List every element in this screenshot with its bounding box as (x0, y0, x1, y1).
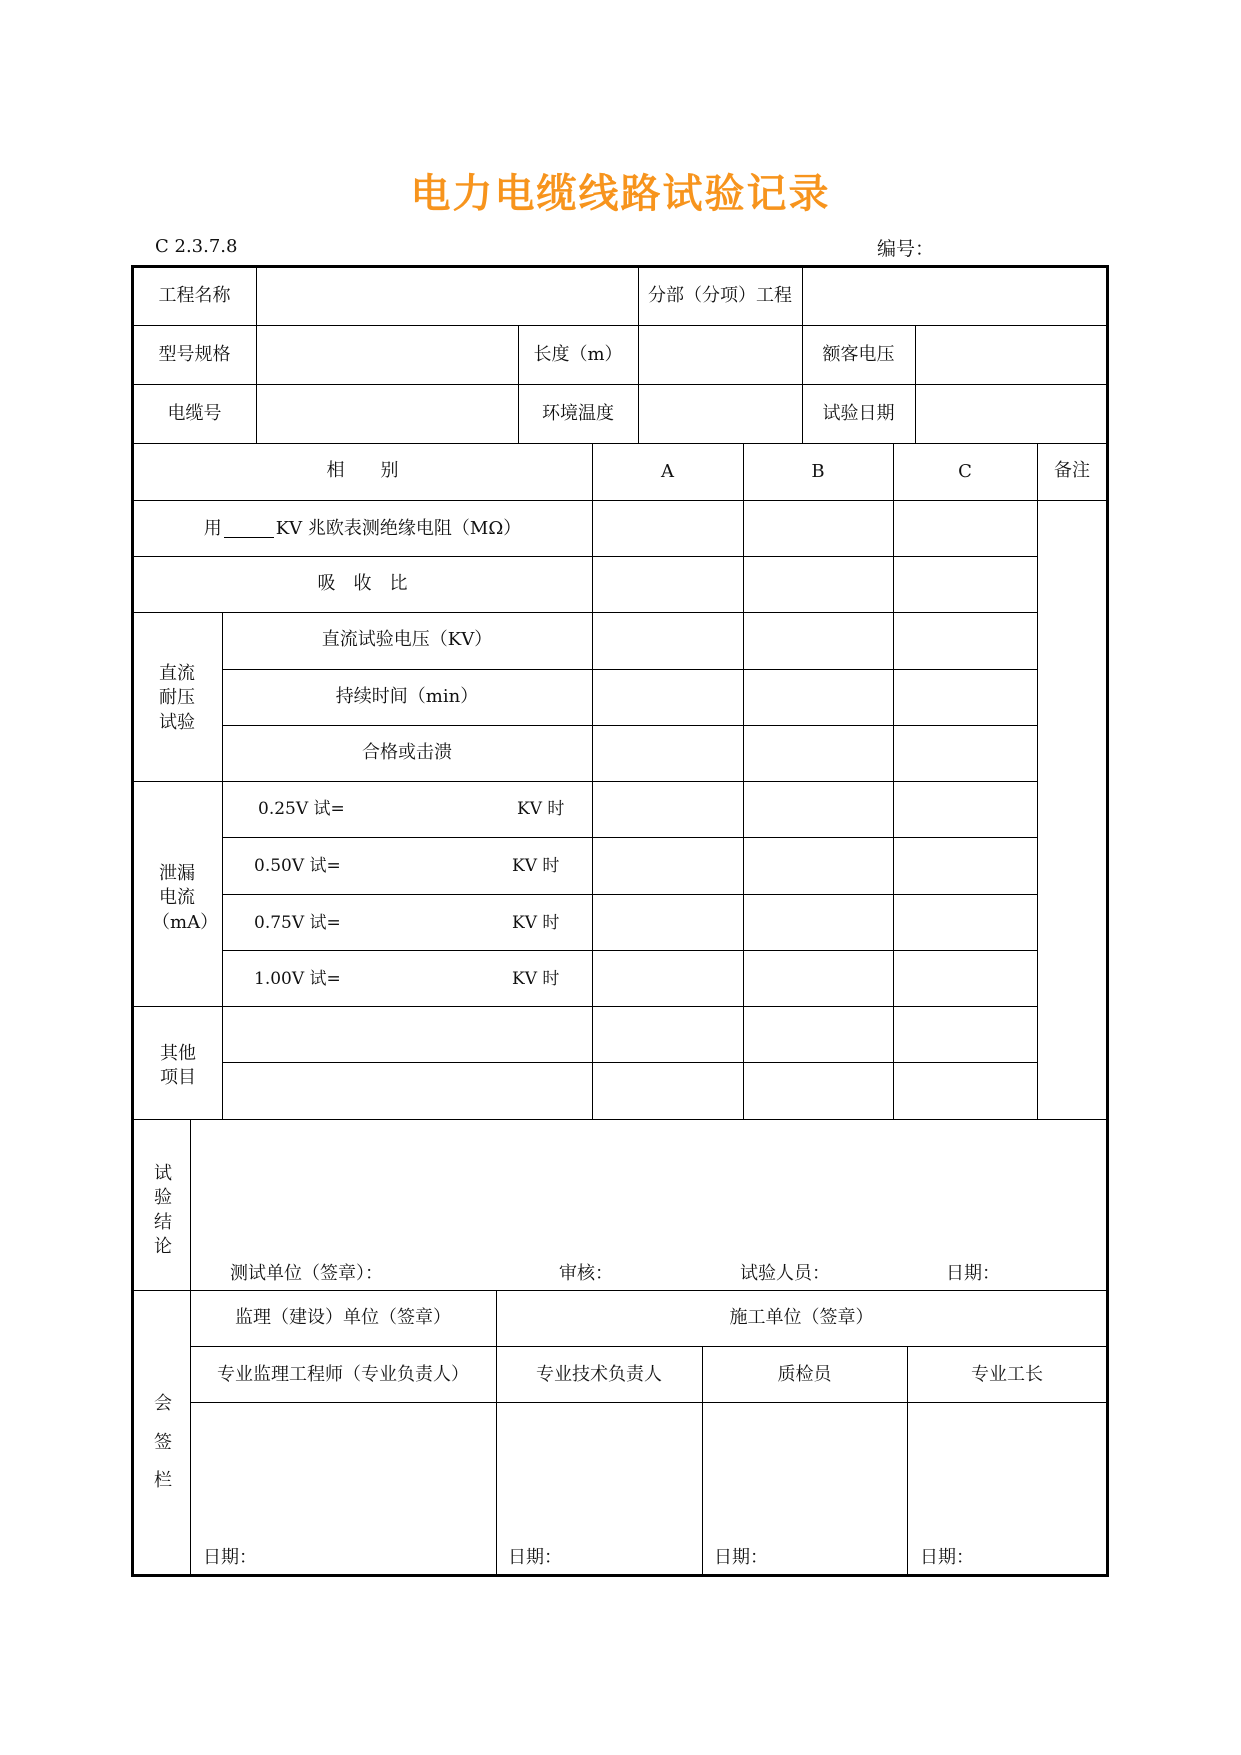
test-unit-label: 测试单位（签章）： (230, 1263, 383, 1284)
leak-row-right: KV 时 (512, 913, 560, 933)
inspector-label: 质检员 (777, 1364, 832, 1385)
row-line (133, 1290, 1107, 1291)
row-line (222, 725, 1038, 726)
signoff-date-label: 日期： (203, 1547, 257, 1568)
phase-c-header: C (958, 461, 972, 482)
insulation-suffix: KV 兆欧表测绝缘电阻（MΩ） (275, 518, 522, 539)
leak-row-left: 0.25V 试= (258, 799, 345, 819)
col-line (190, 1119, 191, 1575)
phase-a-header: A (661, 461, 674, 482)
row-line (133, 325, 1107, 326)
construction-unit-label: 施工单位（签章） (729, 1307, 874, 1328)
col-line (743, 443, 744, 1119)
absorption-ratio-label: 吸 收 比 (317, 573, 408, 594)
row-line (133, 1119, 1107, 1120)
project-name-label: 工程名称 (158, 285, 231, 306)
remarks-header: 备注 (1054, 460, 1090, 481)
tester-label: 试验人员： (740, 1263, 830, 1284)
serial-number-label: 编号： (877, 238, 935, 260)
leak-row-right: KV 时 (512, 856, 560, 876)
leak-row-left: 1.00V 试= (254, 969, 341, 989)
row-line (222, 669, 1038, 670)
dc-test-voltage-label: 直流试验电压（KV） (321, 629, 493, 650)
conclusion-label: 试验结论 (154, 1163, 172, 1257)
foreman-label: 专业工长 (971, 1364, 1043, 1385)
leak-row-right: KV 时 (512, 969, 560, 989)
row-line (190, 1346, 1107, 1347)
review-label: 审核： (559, 1263, 613, 1284)
col-line (638, 325, 639, 443)
row-line (133, 556, 1038, 557)
leak-row-right: KV 时 (517, 799, 565, 819)
row-line (133, 443, 1107, 444)
conclusion-date-label: 日期： (946, 1263, 1000, 1284)
sub-project-label: 分部（分项）工程 (648, 285, 792, 306)
supervision-unit-label: 监理（建设）单位（签章） (235, 1307, 451, 1328)
col-line (518, 325, 519, 443)
model-spec-label: 型号规格 (158, 344, 231, 365)
phase-header: 相 别 (326, 460, 399, 481)
form-code: C 2.3.7.8 (155, 236, 238, 257)
col-line (915, 325, 916, 443)
leak-row-left: 0.50V 试= (254, 856, 341, 876)
row-line (133, 500, 1107, 501)
signoff-date-label: 日期： (714, 1547, 768, 1568)
length-label: 长度（m） (533, 344, 623, 365)
phase-b-header: B (811, 461, 825, 482)
ambient-temp-label: 环境温度 (542, 403, 614, 424)
test-date-label: 试验日期 (822, 403, 895, 424)
row-line (222, 1062, 1038, 1063)
row-line (133, 781, 1038, 782)
pass-fail-label: 合格或击溃 (362, 742, 452, 763)
row-line (222, 894, 1038, 895)
supervising-engineer-label: 专业监理工程师（专业负责人） (217, 1364, 469, 1385)
row-line (222, 837, 1038, 838)
signoff-label: 会签栏 (154, 1393, 172, 1492)
dc-withstand-group-label: 直流耐压试验 (159, 663, 195, 733)
col-line (1037, 443, 1038, 1119)
insulation-resistance-label (133, 519, 592, 538)
leak-row-left: 0.75V 试= (254, 913, 341, 933)
tech-lead-label: 专业技术负责人 (536, 1364, 662, 1385)
duration-label: 持续时间（min） (335, 686, 479, 707)
row-line (133, 384, 1107, 385)
signoff-date-label: 日期： (920, 1547, 974, 1568)
leakage-current-group-label: 泄漏电流（mA） (152, 863, 219, 933)
rated-voltage-label: 额客电压 (822, 344, 895, 365)
insulation-prefix: 用 (203, 518, 222, 539)
col-line (893, 443, 894, 1119)
col-line (592, 443, 593, 1119)
other-items-group-label: 其他项目 (160, 1043, 196, 1089)
row-line (133, 1006, 1038, 1007)
row-line (222, 950, 1038, 951)
signoff-date-label: 日期： (508, 1547, 562, 1568)
row-line (190, 1402, 1107, 1403)
voltage-blank (224, 519, 274, 538)
col-line (256, 267, 257, 443)
col-line (496, 1290, 497, 1575)
row-line (133, 612, 1038, 613)
page-title: 电力电缆线路试验记录 (410, 171, 831, 217)
cable-no-label: 电缆号 (167, 403, 222, 424)
